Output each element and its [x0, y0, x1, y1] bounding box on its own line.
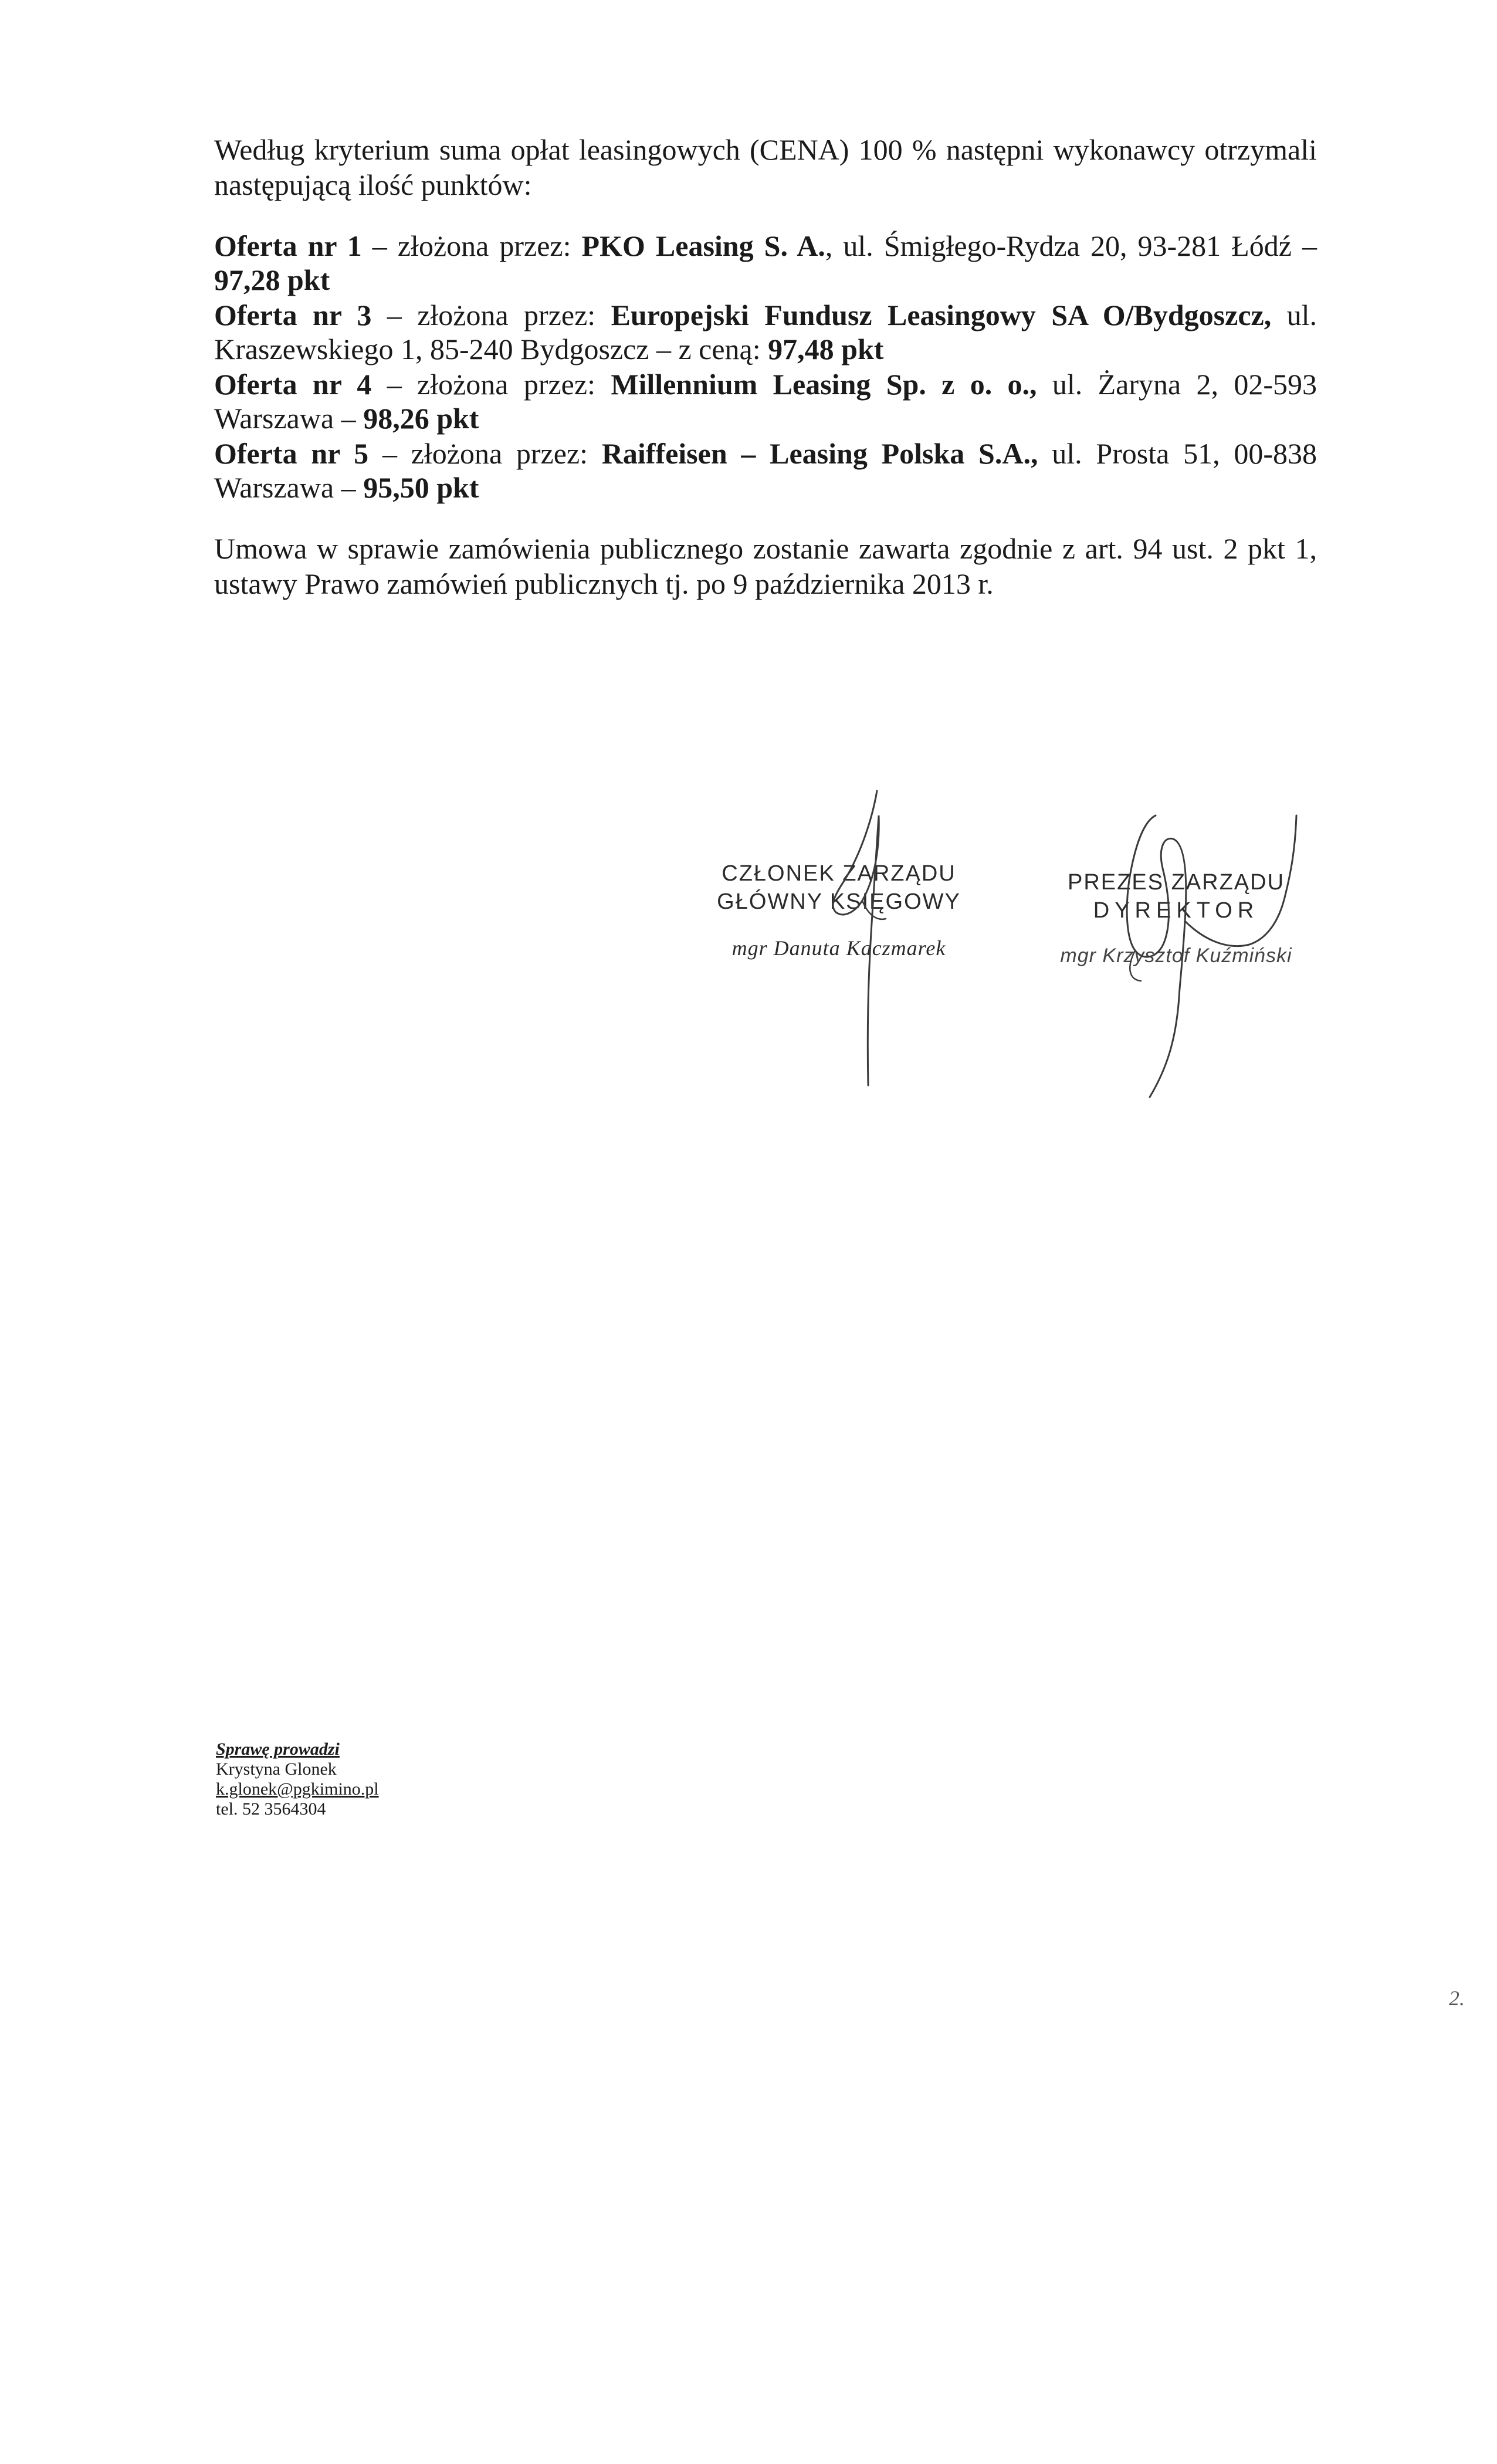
intro-paragraph	[214, 132, 1317, 202]
offer-4-address-a: ul. Żaryna 2, 02-593	[1037, 368, 1318, 401]
signature-right	[1009, 804, 1314, 1109]
offer-3	[214, 298, 1317, 366]
offer-3-sep: – złożona przez:	[371, 299, 611, 331]
offer-3-address-b: Kraszewskiego 1, 85-240 Bydgoszcz – z ceną:	[214, 333, 768, 365]
offer-5-address-b: Warszawa –	[214, 471, 364, 504]
offer-5-sep: – złożona przez:	[368, 437, 602, 470]
footer-header: Sprawę prowadzi	[216, 1739, 340, 1759]
intro-line-2: następującą ilość punktów:	[214, 168, 532, 201]
offer-4-label: Oferta nr 4	[214, 368, 372, 401]
offer-4	[214, 367, 1317, 435]
stamp-right-title: PREZES ZARZĄDU	[1067, 870, 1285, 895]
stamp-right-name: mgr Krzysztof Kuźmiński	[1060, 945, 1292, 967]
offer-5	[214, 436, 1317, 505]
offer-4-company: Millennium Leasing Sp. z o. o.,	[611, 368, 1037, 401]
signature-left	[774, 780, 968, 1109]
stamp-right-subtitle: DYREKTOR	[1093, 898, 1259, 923]
intro-line-1: Według kryterium suma opłat leasingowych (CENA) 100 % następni wykonawcy otrzymali	[214, 133, 1317, 166]
offer-3-company: Europejski Fundusz Leasingowy SA O/Bydgoszcz,	[611, 299, 1272, 331]
stamp-left-subtitle: GŁÓWNY KSIĘGOWY	[717, 889, 961, 914]
offer-5-company: Raiffeisen – Leasing Polska S.A.,	[601, 437, 1038, 470]
offer-3-label: Oferta nr 3	[214, 299, 372, 331]
footer-phone: tel. 52 3564304	[216, 1799, 326, 1819]
offer-3-address-a: ul.	[1271, 299, 1317, 331]
stamp-left-name: mgr Danuta Kaczmarek	[731, 936, 946, 960]
offer-4-score: 98,26 pkt	[363, 402, 479, 435]
offer-5-score: 95,50 pkt	[363, 471, 479, 504]
offer-5-address-a: ul. Prosta 51, 00-838	[1038, 437, 1317, 470]
offer-4-sep: – złożona przez:	[371, 368, 611, 401]
footer-email-link[interactable]: k.glonek@pgkimino.pl	[216, 1779, 379, 1799]
agreement-line-1: Umowa w sprawie zamówienia publicznego zostanie zawarta zgodnie z art. 94 ust. 2 pkt 1,	[214, 532, 1317, 565]
agreement-line-2: ustawy Prawo zamówień publicznych tj. po 9 października 2013 r.	[214, 567, 994, 600]
offer-1	[214, 229, 1317, 297]
offer-1-score: 97,28 pkt	[214, 263, 330, 296]
stamp-left-title: CZŁONEK ZARZĄDU	[722, 861, 956, 886]
agreement-paragraph	[214, 531, 1317, 601]
offer-5-label: Oferta nr 5	[214, 437, 369, 470]
footer-name: Krystyna Glonek	[216, 1759, 337, 1779]
offer-1-company: PKO Leasing S. A.	[581, 229, 825, 262]
offer-3-score: 97,48 pkt	[768, 333, 884, 365]
page-number-mark: 2.	[1449, 1986, 1465, 2010]
case-handler-footer	[216, 1739, 379, 1819]
offer-1-label: Oferta nr 1	[214, 229, 362, 262]
offer-1-address: , ul. Śmigłego-Rydza 20, 93-281 Łódź –	[825, 229, 1317, 262]
offer-1-sep: – złożona przez:	[361, 229, 582, 262]
offer-4-address-b: Warszawa –	[214, 402, 364, 435]
